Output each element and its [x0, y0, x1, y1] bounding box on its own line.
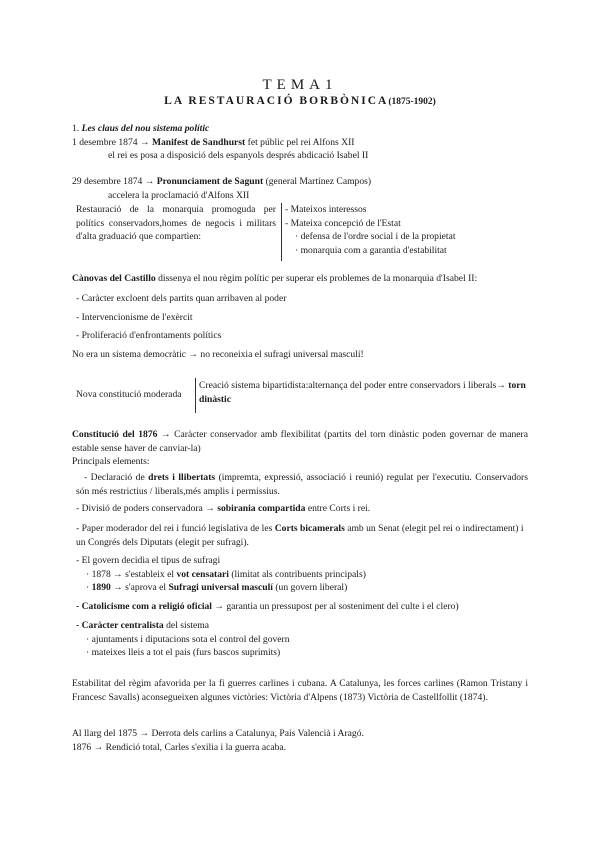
element-powers: - Divisió de poders conservadora → sobirania compartida entre Corts i rei.	[76, 503, 371, 514]
constitution-1876: Constitució del 1876 → Caràcter conservador amb flexibilitat (partits del torn dinàstic poden governar de manera estable sense haver de canviar-la)	[72, 429, 528, 454]
restoration-table-left: Restauració de la monarquia promoguda per polítics conservadors,homes de negocis i militars d'alta graduació que compartien:	[76, 204, 276, 243]
sagunt-detail: accelera la proclamació d'Alfons XII	[108, 189, 250, 201]
list-item: - Intervencionisme de l'exèrcit	[76, 311, 193, 323]
section-2	[72, 175, 528, 202]
subtitle-text: LA RESTAURACIÓ BORBÒNICA	[164, 95, 389, 107]
carlist-surrender: 1876 → Rendició total, Carles s'exilia i la guerra acaba.	[72, 741, 287, 753]
suffrage-1878: · 1878 → s'estableix el vot censatari (limitat als contribuents principals)	[86, 568, 366, 580]
table-divider	[281, 203, 282, 261]
element-centralism: - Caràcter centralista del sistema · ajuntaments i diputacions sota el control del govern · mateixes lleis a tot el país (furs bascos suprimits)	[76, 620, 290, 659]
page-subtitle	[0, 93, 600, 109]
section-6	[72, 677, 528, 704]
section-1-heading: 1. Les claus del nou sistema polític	[72, 123, 210, 134]
section-5	[72, 428, 528, 469]
sandhurst-detail: el rei es posa a disposició dels espanyols després abdicació Isabel II	[108, 150, 369, 162]
list-item: - Caràcter excloent dels partits quan arribaven al poder	[76, 293, 287, 304]
sagunt-line: 29 desembre 1874 → Pronunciament de Sagunt (general Martínez Campos)	[72, 176, 372, 187]
page-title: TEMA1	[262, 77, 338, 93]
subtitle-years: (1875-1902)	[388, 97, 436, 107]
table-divider	[195, 378, 196, 413]
suffrage-1890: · 1890 → s'aprova el Sufragi universal masculí (un govern liberal)	[86, 582, 348, 594]
carlist-defeat: Al llarg del 1875 → Derrota dels carlins a Catalunya, País Valencià i Aragó.	[72, 728, 364, 739]
canovas-problems-list	[76, 292, 526, 343]
element-rights: - Declaració de drets i llibertats (impremta, expressió, associació i reunió) regulat per l'executiu. Conservadors són més restrictius / liberals,més amplis i permissius.	[76, 472, 528, 497]
element-catholicism: - Catolicisme com a religió oficial → garantia un pressupost per al sosteniment del culte i el clero)	[76, 601, 459, 612]
section-3	[72, 272, 528, 286]
democracy-note: No era un sistema democràtic → no reconeixia el sufragi universal masculí!	[72, 349, 364, 360]
carlist-paragraph: Estabilitat del règim afavorida per la fi guerres carlines i cubana. A Catalunya, les forces carlines (Ramon Tristany i Francesc Savalls) aconsegueixen algunes victòries: Victòria d'Alpens (1873) Victòria de Castellfollit (1874).	[72, 678, 528, 703]
list-item: - Proliferació d'enfrontaments polítics	[76, 330, 222, 342]
constitution-table-left: Nova constitució moderada	[76, 389, 182, 400]
restoration-table-right: - Mateixos interessos - Mateixa concepció de l'Estat · defensa de l'ordre social i de la propietat · monarquia com a garantia d'estabilitat	[285, 204, 456, 256]
section-6-end	[72, 727, 528, 754]
section-1	[72, 122, 528, 163]
constitution-table-right: Creació sistema bipartidista:alternança del poder entre conservadors i liberals→ torn dinàstic	[199, 380, 526, 405]
canovas-intro: Cànovas del Castillo dissenya el nou règim polític per superar els problemes de la monarquia d'Isabel II:	[72, 273, 478, 284]
element-suffrage: - El govern decidia el tipus de sufragi · 1878 → s'estableix el vot censatari (limitat als contribuents principals) · 1890 → s'aprova el Sufragi universal masculí (un govern liberal)	[76, 554, 528, 595]
principal-elements-label: Principals elements:	[72, 456, 150, 468]
sandhurst-line: 1 desembre 1874 → Manifest de Sandhurst fet públic pel rei Alfons XII	[72, 136, 355, 148]
element-corts: - Paper moderador del rei i funció legislativa de les Corts bicamerals amb un Senat (elegit pel rei o indirectament) i un Congrés dels Diputats (elegit per sufragi).	[76, 523, 524, 548]
